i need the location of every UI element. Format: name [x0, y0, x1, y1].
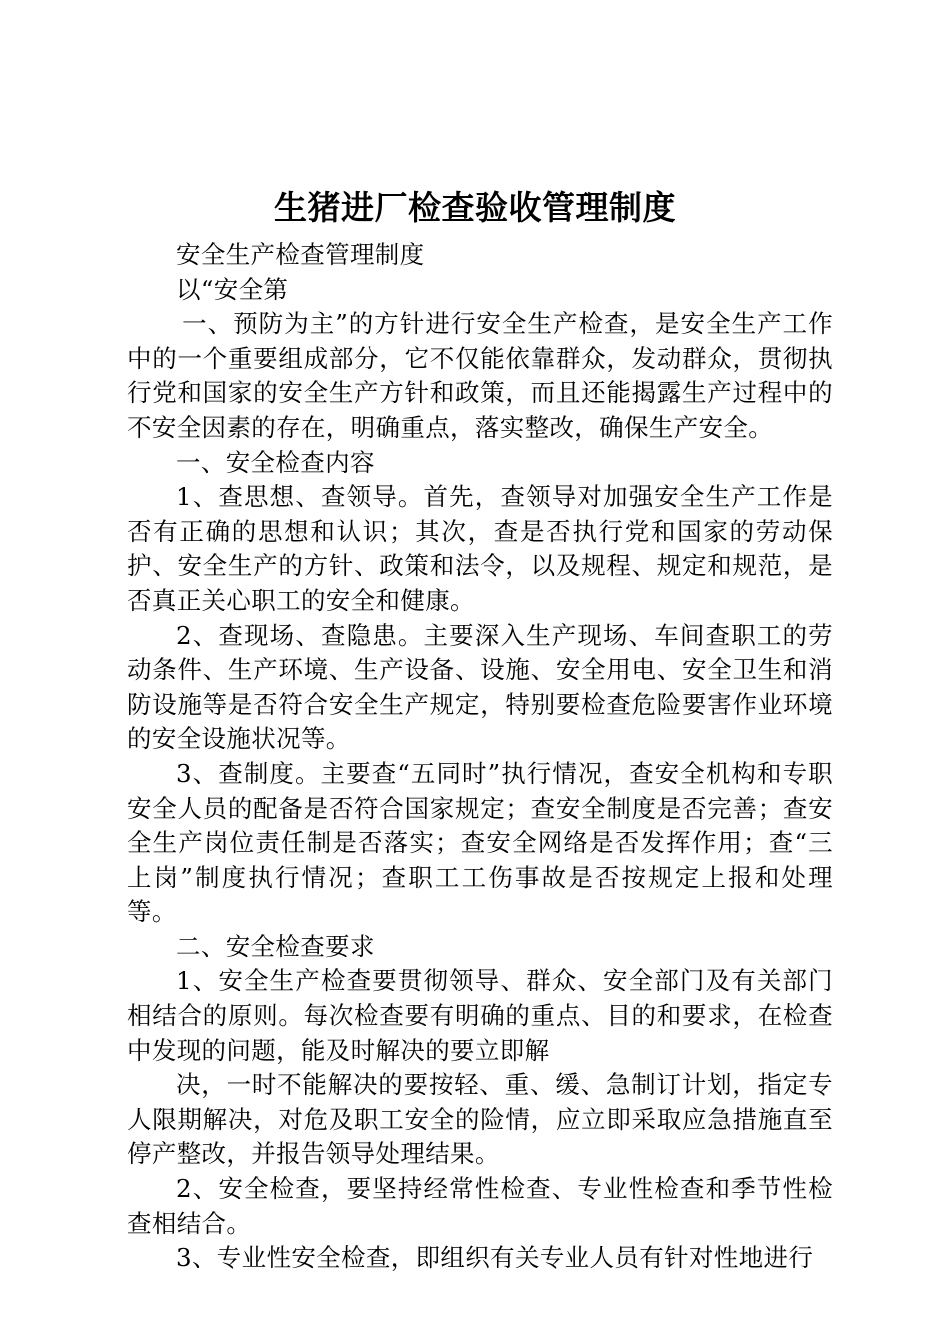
paragraph: 一、预防为主”的方针进行安全生产检查，是安全生产工作中的一个重要组成部分，它不仅能依靠群众，发动群众，贯彻执行党和国家的安全生产方针和政策，而且还能揭露生产过程中的不安全因素的存在，明确重点，落实整改，确保生产安全。 [127, 309, 833, 442]
paragraph: 1、安全生产检查要贯彻领导、群众、安全部门及有关部门相结合的原则。每次检查要有明确的重点、目的和要求，在检查中发现的问题，能及时解决的要立即解 [127, 966, 833, 1065]
section-heading: 二、安全检查要求 [176, 931, 375, 961]
paragraph: 2、安全检查，要坚持经常性检查、专业性检查和季节性检查相结合。 [127, 1174, 833, 1238]
document-title: 生猪进厂检查验收管理制度 [274, 188, 676, 227]
section-heading: 一、安全检查内容 [176, 447, 375, 477]
paragraph: 3、专业性安全检查，即组织有关专业人员有针对性地进行 [176, 1243, 814, 1273]
paragraph: 安全生产检查管理制度 [176, 240, 425, 269]
document-body [127, 238, 833, 1276]
paragraph: 决，一时不能解决的要按轻、重、缓、急制订计划，指定专人限期解决，对危及职工安全的险情，应立即采取应急措施直至停产整改，并报告领导处理结果。 [127, 1070, 833, 1169]
paragraph: 2、查现场、查隐患。主要深入生产现场、车间查职工的劳动条件、生产环境、生产设备、设施、安全用电、安全卫生和消防设施等是否符合安全生产规定，特别要检查危险要害作业环境的安全设施状况等。 [127, 620, 833, 754]
paragraph: 3、查制度。主要查“五同时”执行情况，查安全机构和专职安全人员的配备是否符合国家规定；查安全制度是否完善；查安全生产岗位责任制是否落实；查安全网络是否发挥作用；查“三上岗”制度执行情况；查职工工伤事故是否按规定上报和处理等。 [127, 758, 833, 927]
paragraph: 1、查思想、查领导。首先，查领导对加强安全生产工作是否有正确的思想和认识；其次，查是否执行党和国家的劳动保护、安全生产的方针、政策和法令，以及规程、规定和规范，是否真正关心职工的安全和健康。 [127, 482, 833, 615]
paragraph: 以“安全第 [176, 274, 289, 304]
